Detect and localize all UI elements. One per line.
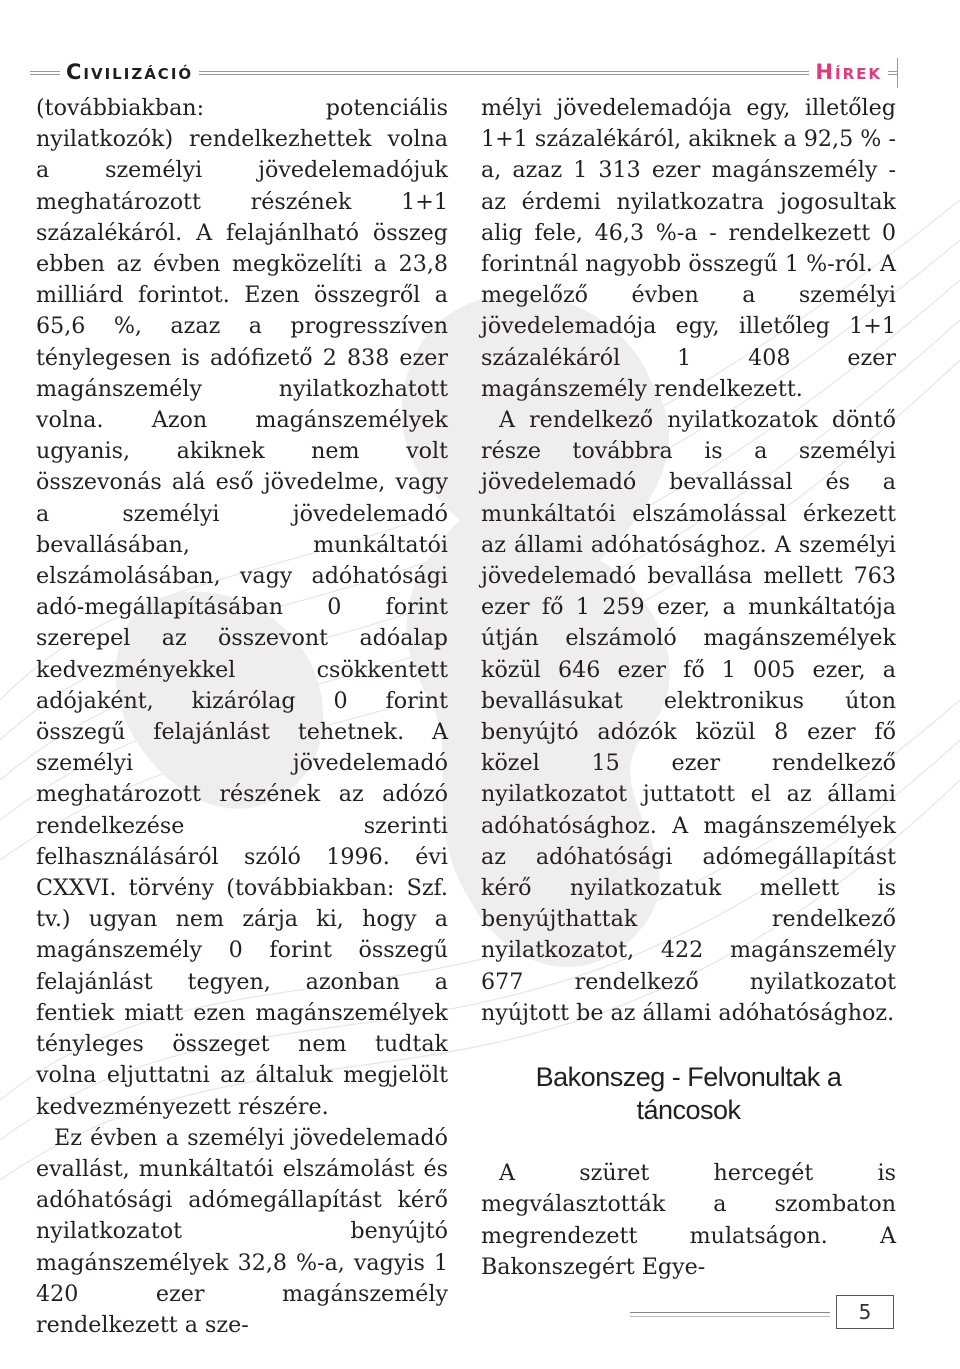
section-title-right: Hírek <box>809 58 888 86</box>
footer-rule <box>630 1312 830 1313</box>
right-column <box>481 93 896 1283</box>
page-number: 5 <box>836 1295 894 1329</box>
left-column <box>36 93 448 1341</box>
section-title-left: Civilizáció <box>60 58 199 86</box>
page-number-container <box>836 1295 896 1335</box>
right-paragraph-3: A szüret hercegét is megválasztották a szombaton megrendezett mulatságon. A Bakonszegért Egye- <box>481 1160 896 1280</box>
right-paragraph-2: A rendelkező nyilatkozatok döntő része továbbra is a személyi jövedelemadó bevallással és a munkáltatói elszámolással érkezett az állami adóhatósághoz. A személyi jövedelemadó bevallása mellett 763 ezer fő 1 259 ezer, a munkáltatója útján elszámoló magánszemélyek közül 646 ezer fő 1 005 ezer, a bevallásukat elektronikus úton benyújtó adózók közül 8 ezer fő közel 15 ezer rendelkező nyilatkozatot juttatott el az állami adóhatósághoz. A magánszemélyek az adóhatósági adómegállapítást kérő nyilatkozatuk mellett is benyújthattak rendelkező nyilatkozatot, 422 magánszemély 677 rendelkező nyilatkozatot nyújtott be az állami adóhatósághoz. <box>481 407 896 1026</box>
article-heading: Bakonszeg - Felvonultak a táncosok <box>535 1062 842 1126</box>
page-header <box>30 58 898 88</box>
left-paragraph-2: Ez évben a személyi jövedelemadó evallást, munkáltatói elszámolást és adóhatósági adómegállapítást kérő nyilatkozatot benyújtó magánszemélyek 32,8 %-a, vagyis 1 420 ezer magánszemély rendelkezett a sze- <box>36 1124 448 1338</box>
right-paragraph-1: mélyi jövedelemadója egy, illetőleg 1+1 százalékáról, akiknek a 92,5 % -a, azaz 1 313 ezer magánszemély - az érdemi nyilatkozatra jogosultak alig fele, 46,3 %-a - rendelkezett 0 forintnál nagyobb összegű 1 %-ról. A megelőző évben a személyi jövedelemadója egy, illetőleg 1+1 százalékáról 1 408 ezer magánszemély rendelkezett. <box>481 95 896 402</box>
left-paragraph-1: (továbbiakban: potenciális nyilatkozók) rendelkezhettek volna a személyi jövedelemadójuk meghatározott részének 1+1 százalékáról. A felajánlható összeg ebben az évben megközelíti a 23,8 milliárd forintot. Ezen összegről a 65,6 %, azaz a progresszíven ténylegesen is adófizető 2 838 ezer magánszemély nyilatkozhatott volna. Azon magánszemélyek ugyanis, akiknek nem volt összevonás alá eső jövedelme, vagy a személyi jövedelemadó bevallásában, munkáltatói elszámolásában, vagy adóhatósági adó-megállapításában 0 forint szerepel az összevont adóalap kedvezményekkel csökkentett adójaként, kizárólag 0 forint összegű felajánlást tehetnek. A személyi jövedelemadó meghatározott részének az adózó rendelkezése szerinti felhasználásáról szóló 1996. évi CXXVI. törvény (továbbiakban: Szf. tv.) ugyan nem zárja ki, hogy a magánszemély 0 forint összegű felajánlást tegyen, azonban a fentiek miatt ezen magánszemélyek tényleges összeget nem tudtak volna eljuttatni az általuk megjelölt kedvezményezett részére. <box>36 95 448 1120</box>
footer-rule-secondary <box>630 1316 830 1317</box>
